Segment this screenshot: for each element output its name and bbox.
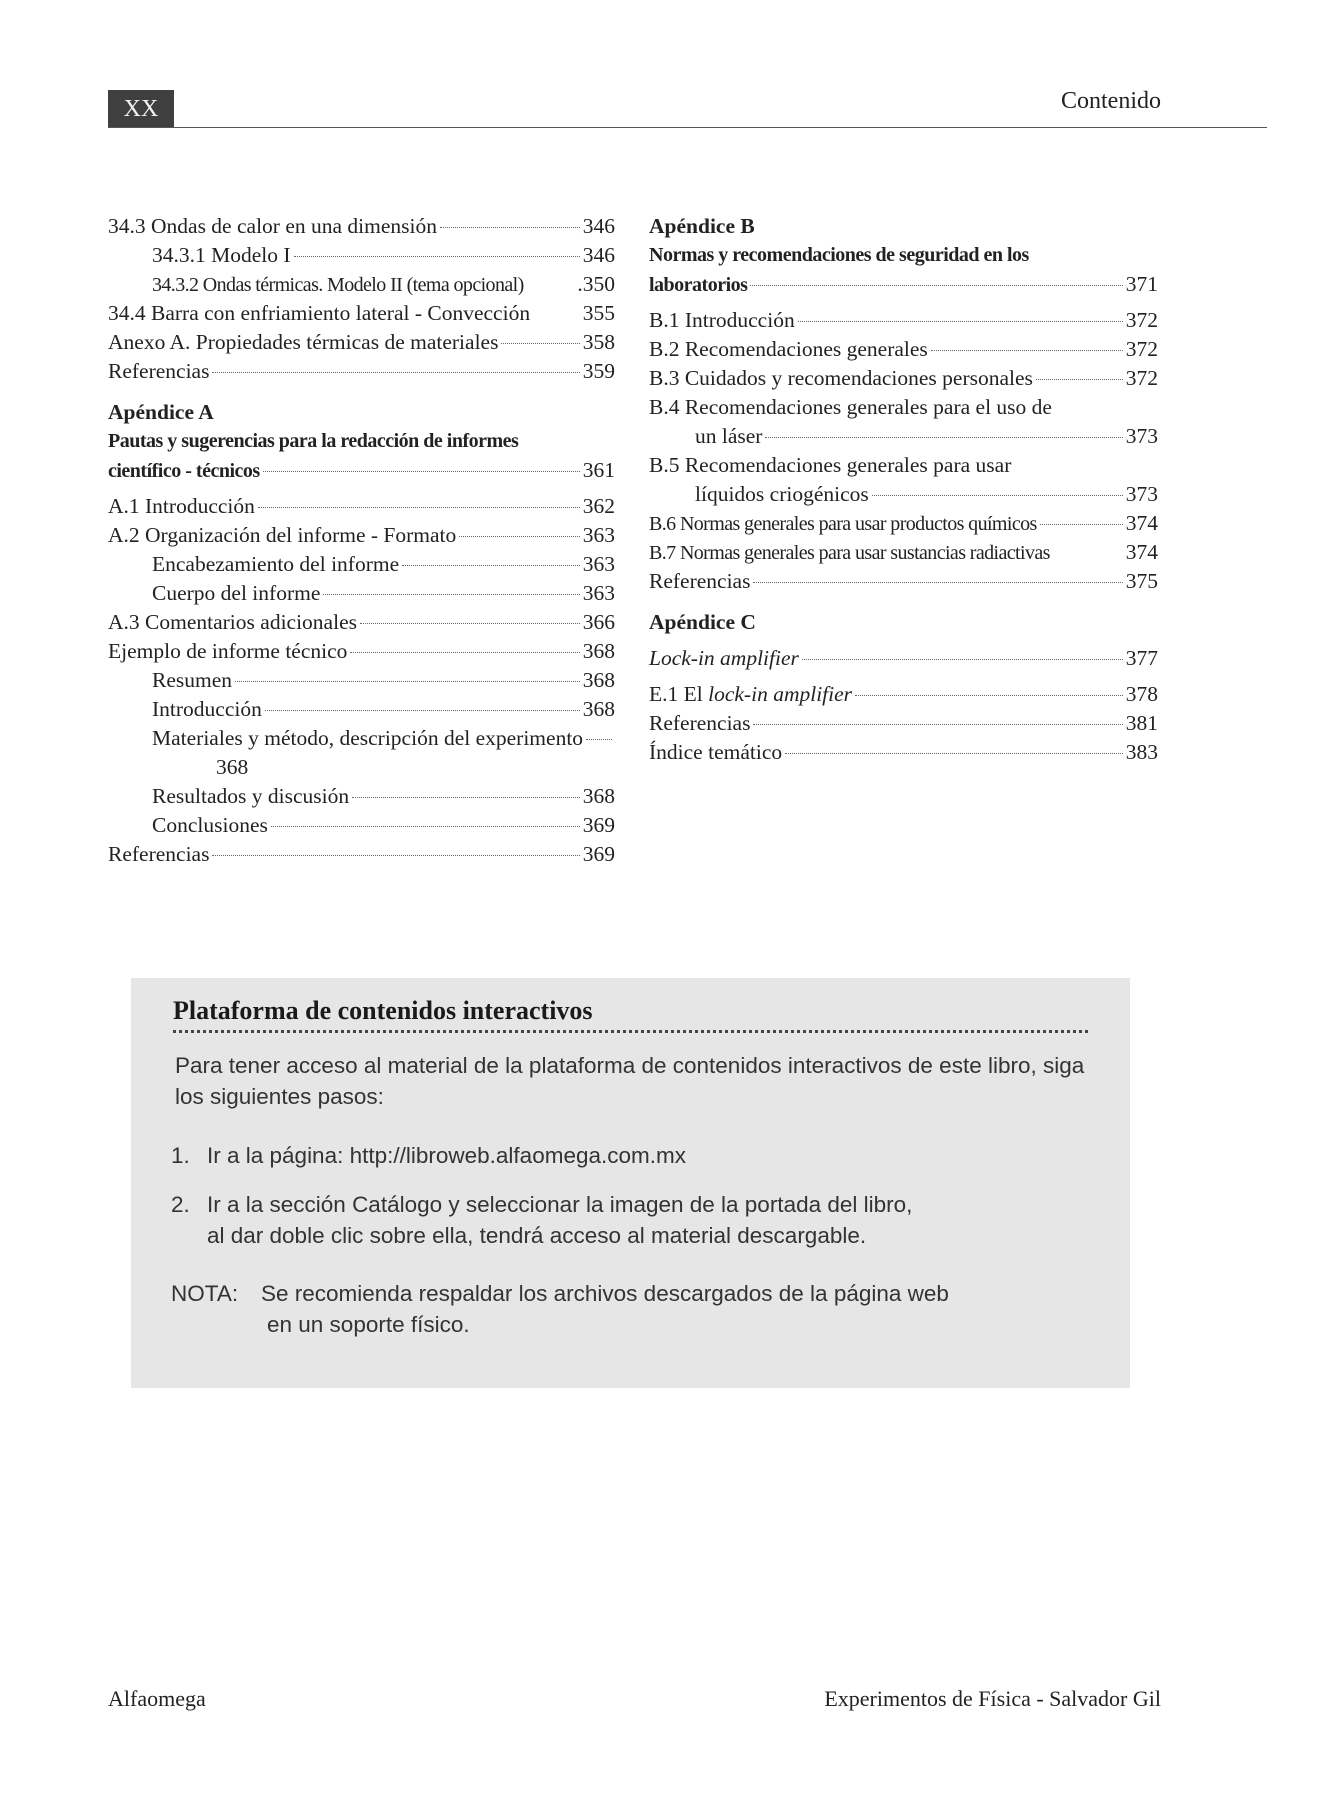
toc-entry[interactable]: B.3 Cuidados y recomendaciones personales 372 xyxy=(649,366,1158,390)
toc-entry[interactable]: Encabezamiento del informe 363 xyxy=(152,552,615,576)
toc-entry[interactable]: Cuerpo del informe 363 xyxy=(152,581,615,605)
page-number-badge: XX xyxy=(108,90,174,128)
toc-entry[interactable]: A.1 Introducción 362 xyxy=(108,494,615,518)
platform-step: 1. Ir a la página: http://libroweb.alfaomega.com.mx xyxy=(171,1140,686,1171)
interactive-platform-box xyxy=(131,978,1130,1388)
toc-entry[interactable]: Conclusiones 369 xyxy=(152,813,615,837)
appendix-b-heading: Apéndice B xyxy=(649,214,755,238)
toc-entry[interactable]: Ejemplo de informe técnico 368 xyxy=(108,639,615,663)
toc-entry[interactable]: B.1 Introducción 372 xyxy=(649,308,1158,332)
toc-entry[interactable]: Lock-in amplifier 377 xyxy=(649,646,1158,670)
appendix-a-heading: Apéndice A xyxy=(108,400,214,424)
header-rule xyxy=(108,127,1267,128)
toc-entry[interactable]: A.2 Organización del informe - Formato 363 xyxy=(108,523,615,547)
toc-entry[interactable]: Referencias 369 xyxy=(108,842,615,866)
footer-book-title: Experimentos de Física - Salvador Gil xyxy=(824,1686,1161,1711)
toc-entry[interactable]: Índice temático 383 xyxy=(649,740,1158,764)
platform-box-intro: Para tener acceso al material de la plataforma de contenidos interactivos de este libro, siga los siguientes pasos: xyxy=(175,1053,1085,1109)
toc-entry-line[interactable]: B.5 Recomendaciones generales para usar xyxy=(649,453,1012,477)
toc-entry[interactable]: B.6 Normas generales para usar productos químicos 374 xyxy=(649,511,1158,535)
toc-entry[interactable]: B.2 Recomendaciones generales 372 xyxy=(649,337,1158,361)
toc-entry[interactable]: 34.3 Ondas de calor en una dimensión 346 xyxy=(108,214,615,238)
footer-publisher: Alfaomega xyxy=(108,1686,206,1711)
toc-entry[interactable]: 34.3.2 Ondas térmicas. Modelo II (tema opcional) .350 xyxy=(152,272,615,296)
toc-left-column xyxy=(108,212,615,869)
platform-note: NOTA: Se recomienda respaldar los archivos descargados de la página web en un soporte físico. xyxy=(171,1281,949,1337)
toc-entry[interactable]: Anexo A. Propiedades térmicas de materiales 358 xyxy=(108,330,615,354)
toc-entry[interactable]: líquidos criogénicos 373 xyxy=(695,482,1158,506)
appendix-a-title: Pautas y sugerencias para la redacción de informes xyxy=(108,430,519,452)
toc-entry[interactable]: científico - técnicos 361 xyxy=(108,458,615,482)
platform-box-title: Plataforma de contenidos interactivos xyxy=(173,996,1088,1033)
toc-entry[interactable]: B.7 Normas generales para usar sustancias radiactivas 374 xyxy=(649,540,1158,564)
toc-entry[interactable]: Referencias 359 xyxy=(108,359,615,383)
toc-entry[interactable]: laboratorios 371 xyxy=(649,272,1158,296)
toc-entry[interactable]: E.1 El lock-in amplifier 378 xyxy=(649,682,1158,706)
toc-entry[interactable]: A.3 Comentarios adicionales 366 xyxy=(108,610,615,634)
toc-entry[interactable]: Materiales y método, descripción del experimento xyxy=(108,724,615,753)
toc-entry[interactable]: Introducción 368 xyxy=(152,697,615,721)
toc-entry[interactable]: 34.3.1 Modelo I 346 xyxy=(152,243,615,267)
toc-entry[interactable]: 34.4 Barra con enfriamiento lateral - Convección 355 xyxy=(108,301,615,325)
platform-url-link[interactable]: Ir a la página: http://libroweb.alfaomega.com.mx xyxy=(207,1143,686,1168)
toc-entry[interactable]: Resultados y discusión 368 xyxy=(152,784,615,808)
platform-step: 2. Ir a la sección Catálogo y seleccionar la imagen de la portada del libro, al dar doble clic sobre ella, tendrá acceso al material descargable. xyxy=(171,1192,913,1248)
appendix-c-heading: Apéndice C xyxy=(649,610,756,634)
appendix-b-title: Normas y recomendaciones de seguridad en los xyxy=(649,244,1029,266)
toc-entry-page: 368 xyxy=(216,755,249,779)
toc-entry[interactable]: Referencias 381 xyxy=(649,711,1158,735)
toc-entry[interactable]: un láser 373 xyxy=(695,424,1158,448)
toc-entry[interactable]: Referencias 375 xyxy=(649,569,1158,593)
toc-entry-line[interactable]: B.4 Recomendaciones generales para el uso de xyxy=(649,395,1052,419)
running-header-title: Contenido xyxy=(1061,88,1161,114)
toc-right-column xyxy=(649,212,1158,767)
toc-entry[interactable]: Resumen 368 xyxy=(152,668,615,692)
